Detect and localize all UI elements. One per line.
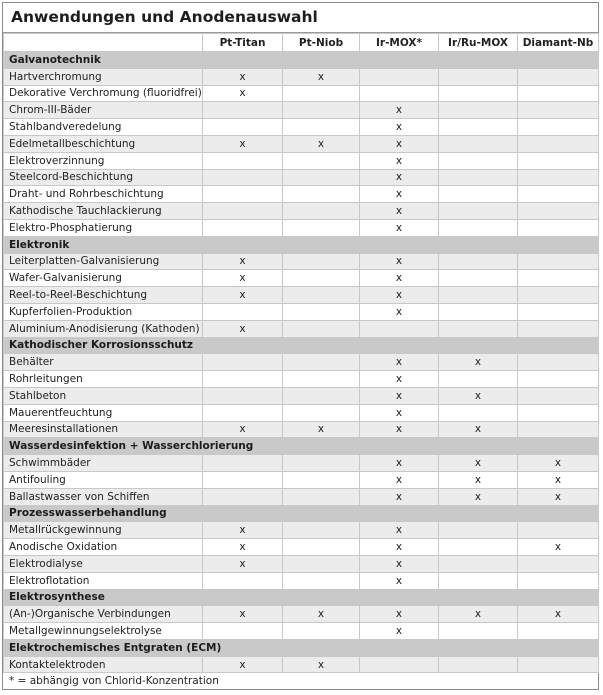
application-label: Ballastwasser von Schiffen — [4, 488, 203, 505]
suitability-mark — [518, 169, 599, 186]
suitability-mark — [439, 555, 518, 572]
application-label: Mauerentfeuchtung — [4, 404, 203, 421]
suitability-mark — [283, 253, 360, 270]
application-label: Schwimmbäder — [4, 455, 203, 472]
application-label: Leiterplatten-Galvanisierung — [4, 253, 203, 270]
suitability-mark: x — [518, 488, 599, 505]
suitability-mark: x — [360, 135, 439, 152]
application-label: Wafer-Galvanisierung — [4, 270, 203, 287]
suitability-mark — [203, 455, 283, 472]
header-pt-niob: Pt-Niob — [283, 34, 360, 52]
header-diamant-nb: Diamant-Nb — [518, 34, 599, 52]
table-row — [4, 522, 599, 539]
suitability-mark — [518, 270, 599, 287]
suitability-mark — [283, 219, 360, 236]
suitability-mark — [518, 119, 599, 136]
application-label: Dekorative Verchromung (fluoridfrei) — [4, 85, 203, 102]
table-row — [4, 303, 599, 320]
table-row — [4, 606, 599, 623]
anode-selection-panel — [2, 2, 599, 690]
application-label: Rohrleitungen — [4, 371, 203, 388]
application-table — [3, 33, 599, 673]
application-label: Reel-to-Reel-Beschichtung — [4, 287, 203, 304]
application-label: Elektroflotation — [4, 572, 203, 589]
suitability-mark: x — [203, 656, 283, 673]
application-label: Elektroverzinnung — [4, 152, 203, 169]
suitability-mark — [518, 421, 599, 438]
suitability-mark — [283, 152, 360, 169]
suitability-mark: x — [360, 102, 439, 119]
suitability-mark — [203, 488, 283, 505]
suitability-mark — [439, 119, 518, 136]
header-pt-titan: Pt-Titan — [203, 34, 283, 52]
suitability-mark: x — [203, 606, 283, 623]
table-row — [4, 387, 599, 404]
suitability-mark — [518, 85, 599, 102]
table-row — [4, 354, 599, 371]
suitability-mark — [283, 354, 360, 371]
suitability-mark — [439, 203, 518, 220]
table-row — [4, 135, 599, 152]
suitability-mark: x — [203, 555, 283, 572]
application-label: Behälter — [4, 354, 203, 371]
suitability-mark — [283, 539, 360, 556]
suitability-mark — [439, 102, 518, 119]
application-label: Steelcord-Beschichtung — [4, 169, 203, 186]
suitability-mark — [518, 555, 599, 572]
suitability-mark: x — [439, 488, 518, 505]
suitability-mark: x — [360, 387, 439, 404]
suitability-mark — [283, 303, 360, 320]
suitability-mark — [439, 135, 518, 152]
suitability-mark: x — [360, 303, 439, 320]
suitability-mark: x — [360, 488, 439, 505]
suitability-mark: x — [203, 135, 283, 152]
section-heading: Elektrochemisches Entgraten (ECM) — [4, 639, 599, 656]
table-row — [4, 287, 599, 304]
suitability-mark: x — [518, 455, 599, 472]
suitability-mark: x — [439, 606, 518, 623]
suitability-mark: x — [203, 85, 283, 102]
suitability-mark — [283, 203, 360, 220]
section-row — [4, 505, 599, 522]
suitability-mark: x — [283, 656, 360, 673]
suitability-mark — [518, 186, 599, 203]
suitability-mark — [283, 555, 360, 572]
suitability-mark: x — [203, 270, 283, 287]
table-row — [4, 421, 599, 438]
application-label: Chrom-III-Bäder — [4, 102, 203, 119]
application-label: Edelmetallbeschichtung — [4, 135, 203, 152]
suitability-mark: x — [360, 186, 439, 203]
suitability-mark — [518, 623, 599, 640]
suitability-mark — [439, 186, 518, 203]
suitability-mark — [203, 186, 283, 203]
application-label: Meeresinstallationen — [4, 421, 203, 438]
suitability-mark: x — [518, 539, 599, 556]
suitability-mark — [518, 219, 599, 236]
application-label: Elektro-Phosphatierung — [4, 219, 203, 236]
suitability-mark: x — [203, 287, 283, 304]
suitability-mark — [203, 119, 283, 136]
suitability-mark — [283, 169, 360, 186]
suitability-mark: x — [518, 606, 599, 623]
page-title: Anwendungen und Anodenauswahl — [3, 3, 598, 33]
application-label: Antifouling — [4, 471, 203, 488]
table-row — [4, 555, 599, 572]
section-heading: Prozesswasserbehandlung — [4, 505, 599, 522]
suitability-mark: x — [360, 253, 439, 270]
header-ir-ru-mox: Ir/Ru-MOX — [439, 34, 518, 52]
suitability-mark: x — [360, 555, 439, 572]
table-row — [4, 219, 599, 236]
suitability-mark: x — [360, 203, 439, 220]
suitability-mark — [203, 572, 283, 589]
suitability-mark: x — [360, 404, 439, 421]
application-label: Aluminium-Anodisierung (Kathoden) — [4, 320, 203, 337]
suitability-mark — [203, 387, 283, 404]
application-label: Metallrückgewinnung — [4, 522, 203, 539]
suitability-mark — [283, 471, 360, 488]
suitability-mark — [518, 572, 599, 589]
suitability-mark — [439, 572, 518, 589]
table-header-row — [4, 34, 599, 52]
application-label: (An-)Organische Verbindungen — [4, 606, 203, 623]
suitability-mark — [518, 320, 599, 337]
suitability-mark: x — [439, 387, 518, 404]
application-label: Anodische Oxidation — [4, 539, 203, 556]
suitability-mark — [439, 270, 518, 287]
suitability-mark — [360, 656, 439, 673]
suitability-mark — [518, 203, 599, 220]
table-row — [4, 169, 599, 186]
suitability-mark: x — [360, 169, 439, 186]
suitability-mark: x — [203, 68, 283, 85]
section-heading: Wasserdesinfektion + Wasserchlorierung — [4, 438, 599, 455]
application-label: Kathodische Tauchlackierung — [4, 203, 203, 220]
suitability-mark — [439, 68, 518, 85]
suitability-mark: x — [360, 152, 439, 169]
header-empty-cell — [4, 34, 203, 52]
suitability-mark — [518, 354, 599, 371]
section-heading: Galvanotechnik — [4, 52, 599, 69]
suitability-mark: x — [360, 354, 439, 371]
suitability-mark — [439, 623, 518, 640]
application-label: Stahlbeton — [4, 387, 203, 404]
suitability-mark — [283, 387, 360, 404]
table-body — [4, 52, 599, 673]
suitability-mark — [518, 303, 599, 320]
suitability-mark — [518, 253, 599, 270]
suitability-mark — [203, 471, 283, 488]
table-row — [4, 152, 599, 169]
suitability-mark — [203, 404, 283, 421]
suitability-mark — [439, 320, 518, 337]
table-row — [4, 539, 599, 556]
suitability-mark — [439, 287, 518, 304]
application-label: Metallgewinnungselektrolyse — [4, 623, 203, 640]
suitability-mark: x — [360, 623, 439, 640]
suitability-mark — [360, 68, 439, 85]
suitability-mark: x — [360, 522, 439, 539]
section-heading: Elektronik — [4, 236, 599, 253]
suitability-mark — [283, 85, 360, 102]
section-row — [4, 589, 599, 606]
suitability-mark: x — [283, 68, 360, 85]
application-label: Stahlbandveredelung — [4, 119, 203, 136]
suitability-mark — [439, 404, 518, 421]
suitability-mark — [360, 85, 439, 102]
section-heading: Kathodischer Korrosionsschutz — [4, 337, 599, 354]
suitability-mark — [439, 253, 518, 270]
suitability-mark — [518, 387, 599, 404]
suitability-mark — [518, 287, 599, 304]
table-row — [4, 404, 599, 421]
suitability-mark — [439, 85, 518, 102]
suitability-mark — [203, 303, 283, 320]
suitability-mark — [283, 119, 360, 136]
suitability-mark: x — [360, 270, 439, 287]
table-row — [4, 203, 599, 220]
suitability-mark — [518, 656, 599, 673]
application-label: Hartverchromung — [4, 68, 203, 85]
suitability-mark: x — [283, 606, 360, 623]
suitability-mark — [203, 354, 283, 371]
suitability-mark: x — [360, 371, 439, 388]
table-row — [4, 186, 599, 203]
suitability-mark: x — [439, 421, 518, 438]
suitability-mark — [439, 539, 518, 556]
suitability-mark — [203, 623, 283, 640]
suitability-mark — [283, 488, 360, 505]
suitability-mark — [283, 186, 360, 203]
table-row — [4, 119, 599, 136]
table-row — [4, 455, 599, 472]
suitability-mark: x — [360, 455, 439, 472]
section-row — [4, 52, 599, 69]
suitability-mark — [283, 320, 360, 337]
suitability-mark: x — [203, 421, 283, 438]
suitability-mark: x — [439, 354, 518, 371]
table-row — [4, 471, 599, 488]
suitability-mark: x — [360, 219, 439, 236]
suitability-mark — [203, 203, 283, 220]
table-row — [4, 371, 599, 388]
suitability-mark — [283, 522, 360, 539]
suitability-mark: x — [360, 421, 439, 438]
table-row — [4, 572, 599, 589]
suitability-mark — [203, 102, 283, 119]
suitability-mark — [203, 152, 283, 169]
table-row — [4, 270, 599, 287]
suitability-mark: x — [360, 572, 439, 589]
suitability-mark: x — [360, 606, 439, 623]
suitability-mark — [203, 371, 283, 388]
suitability-mark — [283, 572, 360, 589]
table-row — [4, 85, 599, 102]
suitability-mark — [203, 169, 283, 186]
suitability-mark — [283, 287, 360, 304]
section-row — [4, 337, 599, 354]
suitability-mark — [439, 371, 518, 388]
section-row — [4, 639, 599, 656]
table-row — [4, 253, 599, 270]
suitability-mark — [203, 219, 283, 236]
footnote: * = abhängig von Chlorid-Konzentration — [9, 675, 219, 688]
suitability-mark — [518, 135, 599, 152]
suitability-mark — [439, 152, 518, 169]
suitability-mark — [439, 169, 518, 186]
table-row — [4, 320, 599, 337]
suitability-mark — [283, 102, 360, 119]
suitability-mark: x — [203, 253, 283, 270]
suitability-mark — [518, 152, 599, 169]
suitability-mark: x — [439, 471, 518, 488]
table-row — [4, 488, 599, 505]
suitability-mark — [518, 102, 599, 119]
suitability-mark — [283, 404, 360, 421]
suitability-mark: x — [360, 471, 439, 488]
suitability-mark — [518, 371, 599, 388]
table-row — [4, 656, 599, 673]
table-row — [4, 68, 599, 85]
suitability-mark — [283, 270, 360, 287]
suitability-mark: x — [439, 455, 518, 472]
application-label: Draht- und Rohrbeschichtung — [4, 186, 203, 203]
suitability-mark: x — [283, 421, 360, 438]
suitability-mark: x — [283, 135, 360, 152]
table-row — [4, 623, 599, 640]
suitability-mark — [439, 522, 518, 539]
suitability-mark — [518, 68, 599, 85]
suitability-mark — [439, 656, 518, 673]
suitability-mark — [518, 522, 599, 539]
application-label: Kupferfolien-Produktion — [4, 303, 203, 320]
suitability-mark: x — [360, 119, 439, 136]
application-label: Elektrodialyse — [4, 555, 203, 572]
suitability-mark — [283, 371, 360, 388]
section-heading: Elektrosynthese — [4, 589, 599, 606]
suitability-mark: x — [203, 539, 283, 556]
suitability-mark — [283, 623, 360, 640]
suitability-mark — [439, 303, 518, 320]
suitability-mark — [518, 404, 599, 421]
suitability-mark: x — [203, 320, 283, 337]
header-ir-mox: Ir-MOX* — [360, 34, 439, 52]
table-row — [4, 102, 599, 119]
suitability-mark: x — [518, 471, 599, 488]
suitability-mark: x — [360, 539, 439, 556]
suitability-mark — [283, 455, 360, 472]
section-row — [4, 236, 599, 253]
suitability-mark — [360, 320, 439, 337]
section-row — [4, 438, 599, 455]
suitability-mark: x — [203, 522, 283, 539]
suitability-mark: x — [360, 287, 439, 304]
application-label: Kontaktelektroden — [4, 656, 203, 673]
suitability-mark — [439, 219, 518, 236]
